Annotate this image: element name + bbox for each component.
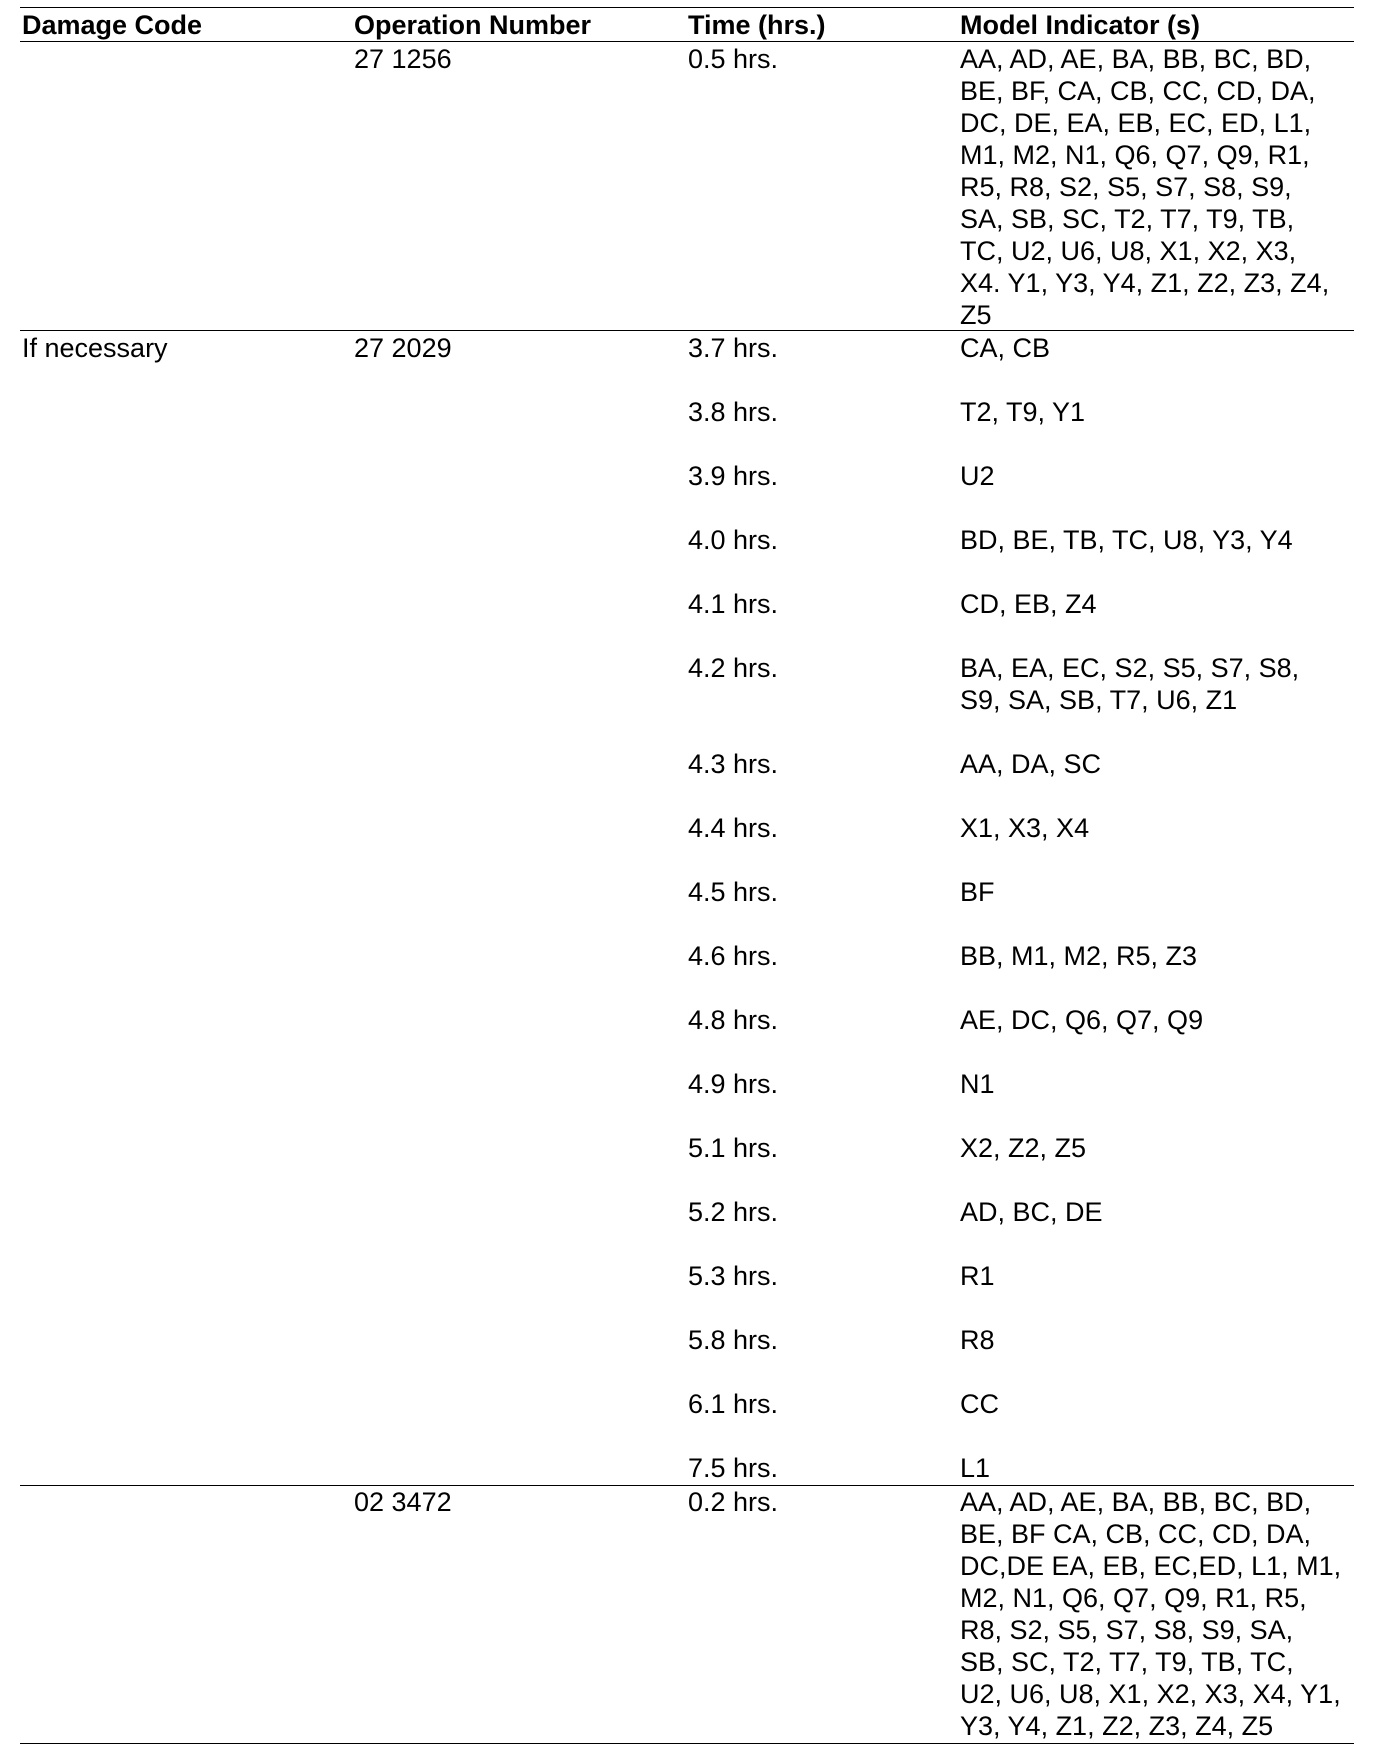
model-line: L1 [960, 1453, 991, 1483]
model-line: BD, BE, TB, TC, U8, Y3, Y4 [960, 525, 1293, 555]
time-cell: 6.1 hrs. [688, 1389, 779, 1419]
model-line: Y3, Y4, Z1, Z2, Z3, Z4, Z5 [960, 1711, 1274, 1741]
model-line: BA, EA, EC, S2, S5, S7, S8, [960, 653, 1300, 683]
time-cell: 4.8 hrs. [688, 1005, 779, 1035]
model-line: BF [960, 877, 995, 907]
time-cell: 3.9 hrs. [688, 461, 779, 491]
model-line: Z5 [960, 300, 992, 330]
model-line: AE, DC, Q6, Q7, Q9 [960, 1005, 1204, 1035]
header-operation-number: Operation Number [354, 10, 592, 40]
model-line: X4. Y1, Y3, Y4, Z1, Z2, Z3, Z4, [960, 268, 1330, 298]
time-cell: 4.0 hrs. [688, 525, 779, 555]
model-line: AA, AD, AE, BA, BB, BC, BD, [960, 44, 1312, 74]
model-indicators-cell [960, 1068, 1355, 1100]
time-cell: 5.8 hrs. [688, 1325, 779, 1355]
model-line: CC [960, 1389, 999, 1419]
table-bottom-rule [20, 1743, 1354, 1744]
model-line: U2, U6, U8, X1, X2, X3, X4, Y1, [960, 1679, 1341, 1709]
model-indicators-cell [960, 460, 1355, 492]
time-cell: 4.1 hrs. [688, 589, 779, 619]
model-indicators-cell [960, 940, 1355, 972]
header-rule [20, 41, 1354, 42]
model-line: X1, X3, X4 [960, 813, 1090, 843]
model-line: X2, Z2, Z5 [960, 1133, 1087, 1163]
model-line: DC,DE EA, EB, EC,ED, L1, M1, [960, 1551, 1342, 1581]
time-cell: 0.2 hrs. [688, 1487, 779, 1517]
time-cell: 5.1 hrs. [688, 1133, 779, 1163]
model-line: CD, EB, Z4 [960, 589, 1097, 619]
damage-code-cell: If necessary [22, 333, 168, 363]
model-line: SA, SB, SC, T2, T7, T9, TB, [960, 204, 1295, 234]
model-line: BE, BF CA, CB, CC, CD, DA, [960, 1519, 1312, 1549]
model-indicators-cell [960, 1196, 1355, 1228]
model-line: N1 [960, 1069, 995, 1099]
model-indicators-cell [960, 396, 1355, 428]
model-indicators-cell [960, 524, 1355, 556]
header-time: Time (hrs.) [688, 10, 826, 40]
time-cell: 7.5 hrs. [688, 1453, 779, 1483]
model-line: SB, SC, T2, T7, T9, TB, TC, [960, 1647, 1294, 1677]
model-line: AA, DA, SC [960, 749, 1102, 779]
model-line: BE, BF, CA, CB, CC, CD, DA, [960, 76, 1316, 106]
model-indicators-cell [960, 652, 1355, 716]
table-top-rule [20, 7, 1354, 8]
model-line: R5, R8, S2, S5, S7, S8, S9, [960, 172, 1292, 202]
time-cell: 5.2 hrs. [688, 1197, 779, 1227]
model-indicators-cell [960, 588, 1355, 620]
header-model-indicators: Model Indicator (s) [960, 10, 1201, 40]
time-cell: 5.3 hrs. [688, 1261, 779, 1291]
model-indicators-cell [960, 1260, 1355, 1292]
time-cell: 4.4 hrs. [688, 813, 779, 843]
model-line: CA, CB [960, 333, 1051, 363]
time-cell: 4.5 hrs. [688, 877, 779, 907]
time-cell: 4.2 hrs. [688, 653, 779, 683]
model-line: AD, BC, DE [960, 1197, 1103, 1227]
model-line: U2 [960, 461, 995, 491]
operation-number-cell: 27 1256 [354, 44, 452, 74]
operation-number-cell: 27 2029 [354, 333, 452, 363]
header-damage-code: Damage Code [22, 10, 203, 40]
model-indicators-cell [960, 748, 1355, 780]
model-indicators-cell [960, 43, 1355, 331]
model-line: R8 [960, 1325, 995, 1355]
model-indicators-cell [960, 1486, 1355, 1742]
time-cell: 3.8 hrs. [688, 397, 779, 427]
time-cell: 4.9 hrs. [688, 1069, 779, 1099]
time-cell: 4.3 hrs. [688, 749, 779, 779]
model-indicators-cell [960, 1452, 1355, 1484]
model-indicators-cell [960, 812, 1355, 844]
model-line: DC, DE, EA, EB, EC, ED, L1, [960, 108, 1312, 138]
model-line: M2, N1, Q6, Q7, Q9, R1, R5, [960, 1583, 1307, 1613]
time-cell: 4.6 hrs. [688, 941, 779, 971]
operation-number-cell: 02 3472 [354, 1487, 452, 1517]
model-line: TC, U2, U6, U8, X1, X2, X3, [960, 236, 1297, 266]
model-indicators-cell [960, 876, 1355, 908]
model-line: T2, T9, Y1 [960, 397, 1086, 427]
time-cell: 0.5 hrs. [688, 44, 779, 74]
model-line: BB, M1, M2, R5, Z3 [960, 941, 1198, 971]
model-line: R8, S2, S5, S7, S8, S9, SA, [960, 1615, 1294, 1645]
model-line: M1, M2, N1, Q6, Q7, Q9, R1, [960, 140, 1310, 170]
model-indicators-cell [960, 332, 1355, 364]
model-indicators-cell [960, 1132, 1355, 1164]
model-indicators-cell [960, 1004, 1355, 1036]
model-line: AA, AD, AE, BA, BB, BC, BD, [960, 1487, 1312, 1517]
model-indicators-cell [960, 1388, 1355, 1420]
model-indicators-cell [960, 1324, 1355, 1356]
model-line: R1 [960, 1261, 995, 1291]
time-cell: 3.7 hrs. [688, 333, 779, 363]
model-line: S9, SA, SB, T7, U6, Z1 [960, 685, 1238, 715]
